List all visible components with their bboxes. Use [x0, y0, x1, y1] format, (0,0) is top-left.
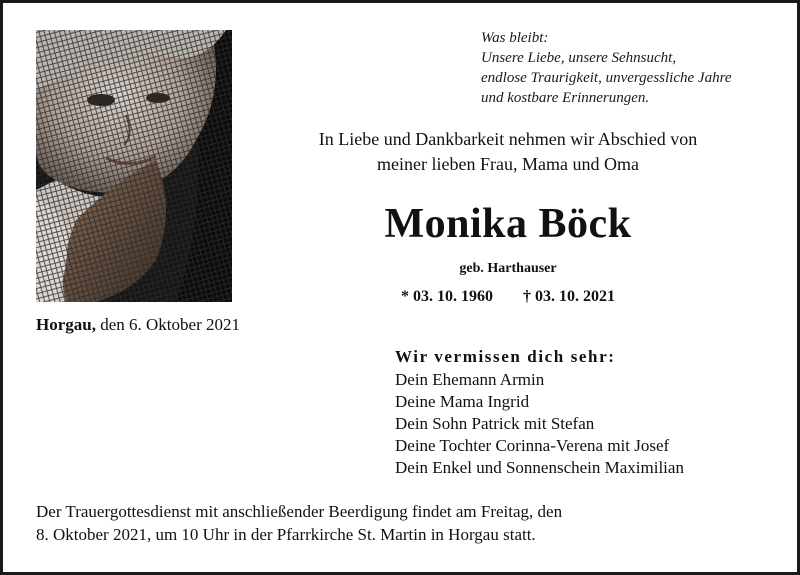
maiden-name: geb. Harthauser [459, 261, 557, 276]
quote-line: Was bleibt: [481, 30, 549, 46]
life-dates [250, 285, 766, 309]
quote-line: Unsere Liebe, unsere Sehnsucht, [481, 50, 677, 66]
quote-line: endlose Traurigkeit, unvergessliche Jahre [481, 70, 732, 86]
mourner-item: Deine Tochter Corinna-Verena mit Josef [395, 436, 670, 455]
death-date: † 03. 10. 2021 [523, 288, 615, 305]
mourner-item: Deine Mama Ingrid [395, 392, 530, 411]
mourner-item: Dein Enkel und Sonnenschein Maximilian [395, 458, 684, 477]
birth-date: * 03. 10. 1960 [401, 288, 493, 305]
quote-line: und kostbare Erinnerungen. [481, 90, 650, 106]
intro-line: In Liebe und Dankbarkeit nehmen wir Abschied von [318, 129, 698, 149]
portrait-photo [36, 30, 232, 302]
city: Horgau, [36, 315, 96, 334]
mourners-list [395, 346, 790, 479]
mourner-item: Dein Sohn Patrick mit Stefan [395, 414, 595, 433]
deceased-name: Monika Böck [384, 201, 632, 247]
service-line: 8. Oktober 2021, um 10 Uhr in der Pfarrkirche St. Martin in Horgau statt. [36, 525, 536, 544]
service-line: Der Trauergottesdienst mit anschließender Beerdigung findet am Freitag, den [36, 502, 563, 521]
mourners-heading: Wir vermissen dich sehr: [395, 347, 616, 366]
announcement-date: den 6. Oktober 2021 [95, 315, 240, 334]
mourner-item: Dein Ehemann Armin [395, 370, 545, 389]
funeral-service-notice [36, 500, 776, 546]
place-and-date [36, 313, 240, 337]
farewell-intro [250, 127, 766, 177]
intro-line: meiner lieben Frau, Mama und Oma [377, 154, 639, 174]
memorial-quote [481, 28, 791, 108]
